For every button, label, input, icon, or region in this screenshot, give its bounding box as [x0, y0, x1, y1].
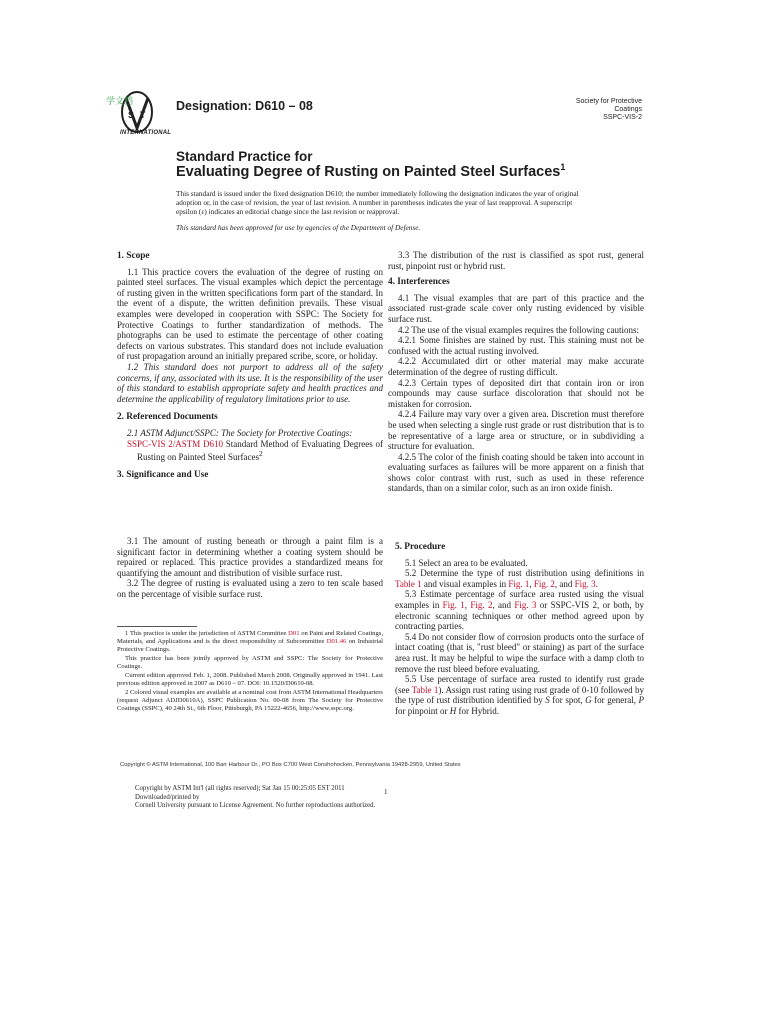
copyright-line: Copyright © ASTM International, 100 Barr Harbour Dr., PO Box C700 West Conshohocken, Pennsylvania 19428-2959, United States [120, 762, 461, 768]
interferences-para-6: 4.2.4 Failure may vary over a given area. Discretion must therefore be used when selecting a single rust grade or rust distribution that is to be representative of a large area or structure, or in subdividing a structure for evaluation. [388, 409, 644, 452]
section-heading-references: 2. Referenced Documents [117, 412, 218, 423]
interferences-para-3: 4.2.1 Some finishes are stained by rust. This staining must not be confused with the actual rusting involved. [388, 335, 644, 356]
table-1-link[interactable]: Table 1 [395, 578, 422, 589]
procedure-para-1: 5.1 Select an area to be evaluated. [405, 557, 528, 568]
subcommittee-link[interactable]: D01.46 [326, 638, 347, 645]
interferences-para-7: 4.2.5 The color of the finish coating should be taken into account in evaluating surfaces as failures will be more apparent on a finish that shows color contrast with rust, such as used in these reference standards, than on a similar color, such as an iron oxide finish. [388, 451, 644, 494]
designation: Designation: D610 – 08 [176, 99, 313, 113]
procedure-5-a: 5.5 Use percentage of surface area rusted to identify rust grade (see [395, 674, 644, 695]
procedure-section [395, 542, 644, 717]
procedure-2-a: 5.2 Determine the type of rust distribution using definitions in [405, 568, 644, 579]
left-column [117, 251, 383, 485]
section-heading-interferences: 4. Interferences [388, 277, 450, 288]
org-name: Society for Protective Coatings [575, 98, 642, 113]
references-para-1: 2.1 ASTM Adjunct/SSPC: The Society for Protective Coatings: [127, 427, 353, 438]
significance-para-2: 3.2 The degree of rusting is evaluated using a zero to ten scale based on the percentage of visible surface rust. [117, 578, 383, 599]
label-pinpoint: for pinpoint or [395, 705, 450, 716]
org-code: SSPC-VIS-2 [603, 114, 642, 121]
label-hybrid: for Hybrid. [456, 705, 499, 716]
footnote-1-a: 1 This practice is under the jurisdiction of ASTM Committee [125, 630, 289, 637]
footnote-rule [117, 626, 197, 627]
left-column-lower [117, 536, 383, 600]
scope-para-2: 1.2 This standard does not purport to address all of the safety concerns, if any, associated with its use. It is the responsibility of the user of this standard to establish appropriate safety and health practices and determine the applicability of regulatory limitations prior to use. [117, 361, 383, 404]
label-general: for general, [591, 695, 639, 706]
stamp-line-3: Cornell University pursuant to License Agreement. No further reproductions authorized. [135, 802, 376, 810]
interferences-para-1: 4.1 The visual examples that are part of this practice and the associated rust-grade scale cover only rusting evidenced by visible surface rust. [388, 292, 644, 324]
procedure-5-b: ). Assign rust rating using rust grade of 0-10 followed by the type of rust distribution identified by [395, 684, 644, 706]
footnotes [117, 630, 383, 714]
footnote-joint: This practice has been jointly approved by ASTM and SSPC: The Society for Protective Coatings. [117, 655, 383, 670]
reference-desc: Standard Method of Evaluating Degrees of Rusting on Painted Steel Surfaces [137, 438, 383, 463]
footnote-1-c: on Industrial Protective Coatings. [117, 638, 383, 653]
reference-sup: 2 [258, 449, 263, 459]
procedure-para-5 [395, 674, 644, 716]
significance-para-1: 3.1 The amount of rusting beneath or through a paint film is a significant factor in determining whether a coating system should be repaired or replaced. This practice provides a standardized means for quantifying the amount and distribution of visible surface rust. [117, 536, 383, 578]
interferences-para-4: 4.2.2 Accumulated dirt or other material may make accurate determination of the degree of rusting difficult. [388, 356, 644, 377]
section-heading-procedure: 5. Procedure [395, 542, 446, 552]
section-heading-scope: 1. Scope [117, 251, 150, 261]
title-footnote-ref: 1 [560, 162, 566, 172]
fig-1-link-2[interactable]: Fig. 1 [442, 599, 465, 610]
table-1-link-2[interactable]: Table 1 [411, 684, 439, 695]
committee-link[interactable]: D01 [288, 630, 300, 637]
svg-text:S: S [128, 110, 135, 120]
footnote-2: 2 Colored visual examples are available at a nominal cost from ASTM International Headquarters (request Adjunct ADJD0610A), SSPC Publication No. 00-08 from The Society for Protective Coatings (SSPC), 40 24th St., 6th Floor, Pittsburgh, PA 15222-4656, http://www.sspc.org. [117, 689, 383, 712]
procedure-2-b: and visual examples in [421, 578, 509, 589]
procedure-3-a: 5.3 Estimate percentage of surface area rusted using the visual examples in [395, 589, 644, 610]
stamp-line-1: Copyright by ASTM Int'l (all rights reserved); Sat Jan 15 00:25:05 EST 2011 [135, 785, 345, 792]
label-spot: for spot, [549, 695, 586, 706]
footnote-1 [117, 630, 383, 654]
interferences-para-2: 4.2 The use of the visual examples requires the following cautions: [398, 324, 640, 335]
code-hybrid: H [449, 705, 457, 716]
logo-international: INTERNATIONAL [120, 130, 172, 136]
code-general: G [585, 695, 592, 706]
approval-note: This standard has been approved for use by agencies of the Department of Defense. [176, 223, 421, 232]
page-number: 1 [384, 788, 388, 796]
reference-entry [117, 439, 383, 463]
section-heading-significance: 3. Significance and Use [117, 469, 209, 480]
footnote-edition: Current edition approved Feb. 1, 2008. Published March 2008. Originally approved in 1941. Last previous edition approved in 2007 as D610 – 07. DOI: 10.1520/D0610-08. [117, 672, 383, 687]
fig-3-link-2[interactable]: Fig. 3 [514, 599, 537, 610]
page-title [176, 162, 565, 180]
download-stamp [135, 785, 415, 811]
code-pinpoint: P [638, 695, 644, 706]
reference-link[interactable]: SSPC-VIS 2/ASTM D610 [127, 438, 224, 449]
procedure-3-b: or SSPC-VIS 2, or both, by electronic scanning techniques or other method agreed upon by contracting parties. [395, 599, 644, 632]
interferences-para-5: 4.2.3 Certain types of deposited dirt that contain iron or iron compounds may cause surface discoloration that should not be mistaken for corrosion. [388, 377, 644, 409]
logo-overlay-text: 学文档 [106, 97, 134, 107]
fig-1-link[interactable]: Fig. 1 [508, 578, 530, 589]
code-spot: S [545, 695, 550, 706]
fig-3-link[interactable]: Fig. 3 [574, 578, 596, 589]
fig-2-link-2[interactable]: Fig. 2 [470, 599, 493, 610]
right-column [388, 250, 644, 494]
stamp-line-2: Downloaded/printed by [135, 793, 200, 801]
procedure-para-2: 5.2 Determine the type of rust distribution using definitions in Table 1 and visual examples in Fig. 1, Fig. 2, and Fig. 3. [395, 568, 644, 589]
distribution-para: 3.3 The distribution of the rust is classified as spot rust, general rust, pinpoint rust or hybrid rust. [388, 250, 644, 271]
scope-para-1: 1.1 This practice covers the evaluation of the degree of rusting on painted steel surfaces. The visual examples which depict the percentage of rusting given in the written specifications form part of the standard. In the event of a dispute, the written definition prevails. These visual examples were developed in cooperation with SSPC: The Society for Protective Coatings to further standardization of methods. The photographs can be used to estimate the percentage of other coating defects on various substrates. This standard does not include evaluation of rust propagation around an initially prepared scribe, score, or holiday. [117, 266, 383, 362]
title-line-1: Standard Practice for [176, 149, 313, 164]
fig-2-link[interactable]: Fig. 2 [533, 578, 555, 589]
title-text: Evaluating Degree of Rusting on Painted Steel Surfaces [176, 163, 561, 180]
svg-text:T: T [140, 110, 146, 120]
org-label [552, 98, 642, 122]
procedure-para-4: 5.4 Do not consider flow of corrosion products onto the surface of intact coating (that is, "rust bleed" or staining) as part of the surface area rust. It may be helpful to wipe the surface with a damp cloth to remove the rust bleed before evaluating. [395, 631, 644, 674]
procedure-para-3: 5.3 Estimate percentage of surface area rusted using the visual examples in Fig. 1, Fig. 2, and Fig. 3 or SSPC-VIS 2, or both, by electronic scanning techniques or other method agreed upon by contracting parties. [395, 589, 644, 632]
issuance-note: This standard is issued under the fixed designation D610; the number immediately following the designation indicates the year of original adoption or, in the case of revision, the year of last revision. A number in parentheses indicates the year of last reapproval. A superscript epsilon (ε) indicates an editorial change since the last revision or reapproval. [176, 189, 579, 216]
footnote-1-b: on Paint and Related Coatings, Materials, and Applications and is the direct responsibility of Subcommittee [117, 630, 383, 645]
